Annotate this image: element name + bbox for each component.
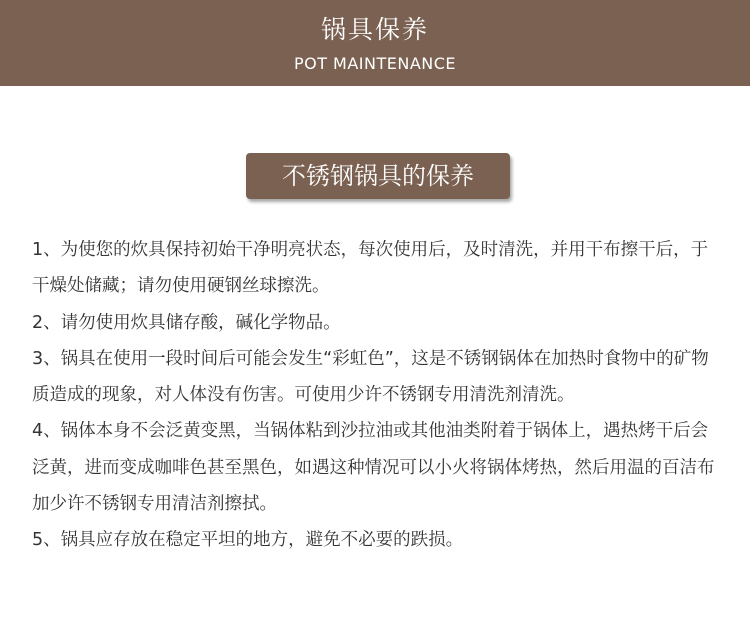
- list-item: 2、请勿使用炊具储存酸，碱化学物品。: [32, 312, 341, 333]
- page-subtitle: POT MAINTENANCE: [293, 54, 457, 73]
- page-title: 锅具保养: [320, 15, 429, 44]
- list-item: 1、为使您的炊具保持初始干净明亮状态，每次使用后，及时清洗，并用干布擦干后，于干燥处储藏；请勿使用硬钢丝球擦洗。: [32, 240, 709, 297]
- maintenance-list: [32, 232, 722, 559]
- header-banner: [0, 0, 750, 86]
- list-item: 3、锅具在使用一段时间后可能会发生“彩虹色”，这是不锈钢锅体在加热时食物中的矿物质造成的现象，对人体没有伤害。可使用少许不锈钢专用清洗剂清洗。: [32, 348, 709, 406]
- list-item: 5、锅具应存放在稳定平坦的地方，避免不必要的跌损。: [32, 530, 464, 551]
- list-item: 4、锅体本身不会泛黄变黑，当锅体粘到沙拉油或其他油类附着于锅体上，遇热烤干后会泛黄，进而变成咖啡色甚至黑色，如遇这种情况可以小火将锅体烤热，然后用温的百洁布加少许不锈钢专用清洁剂擦拭。: [32, 421, 715, 515]
- section-title: 不锈钢锅具的保养: [246, 153, 510, 199]
